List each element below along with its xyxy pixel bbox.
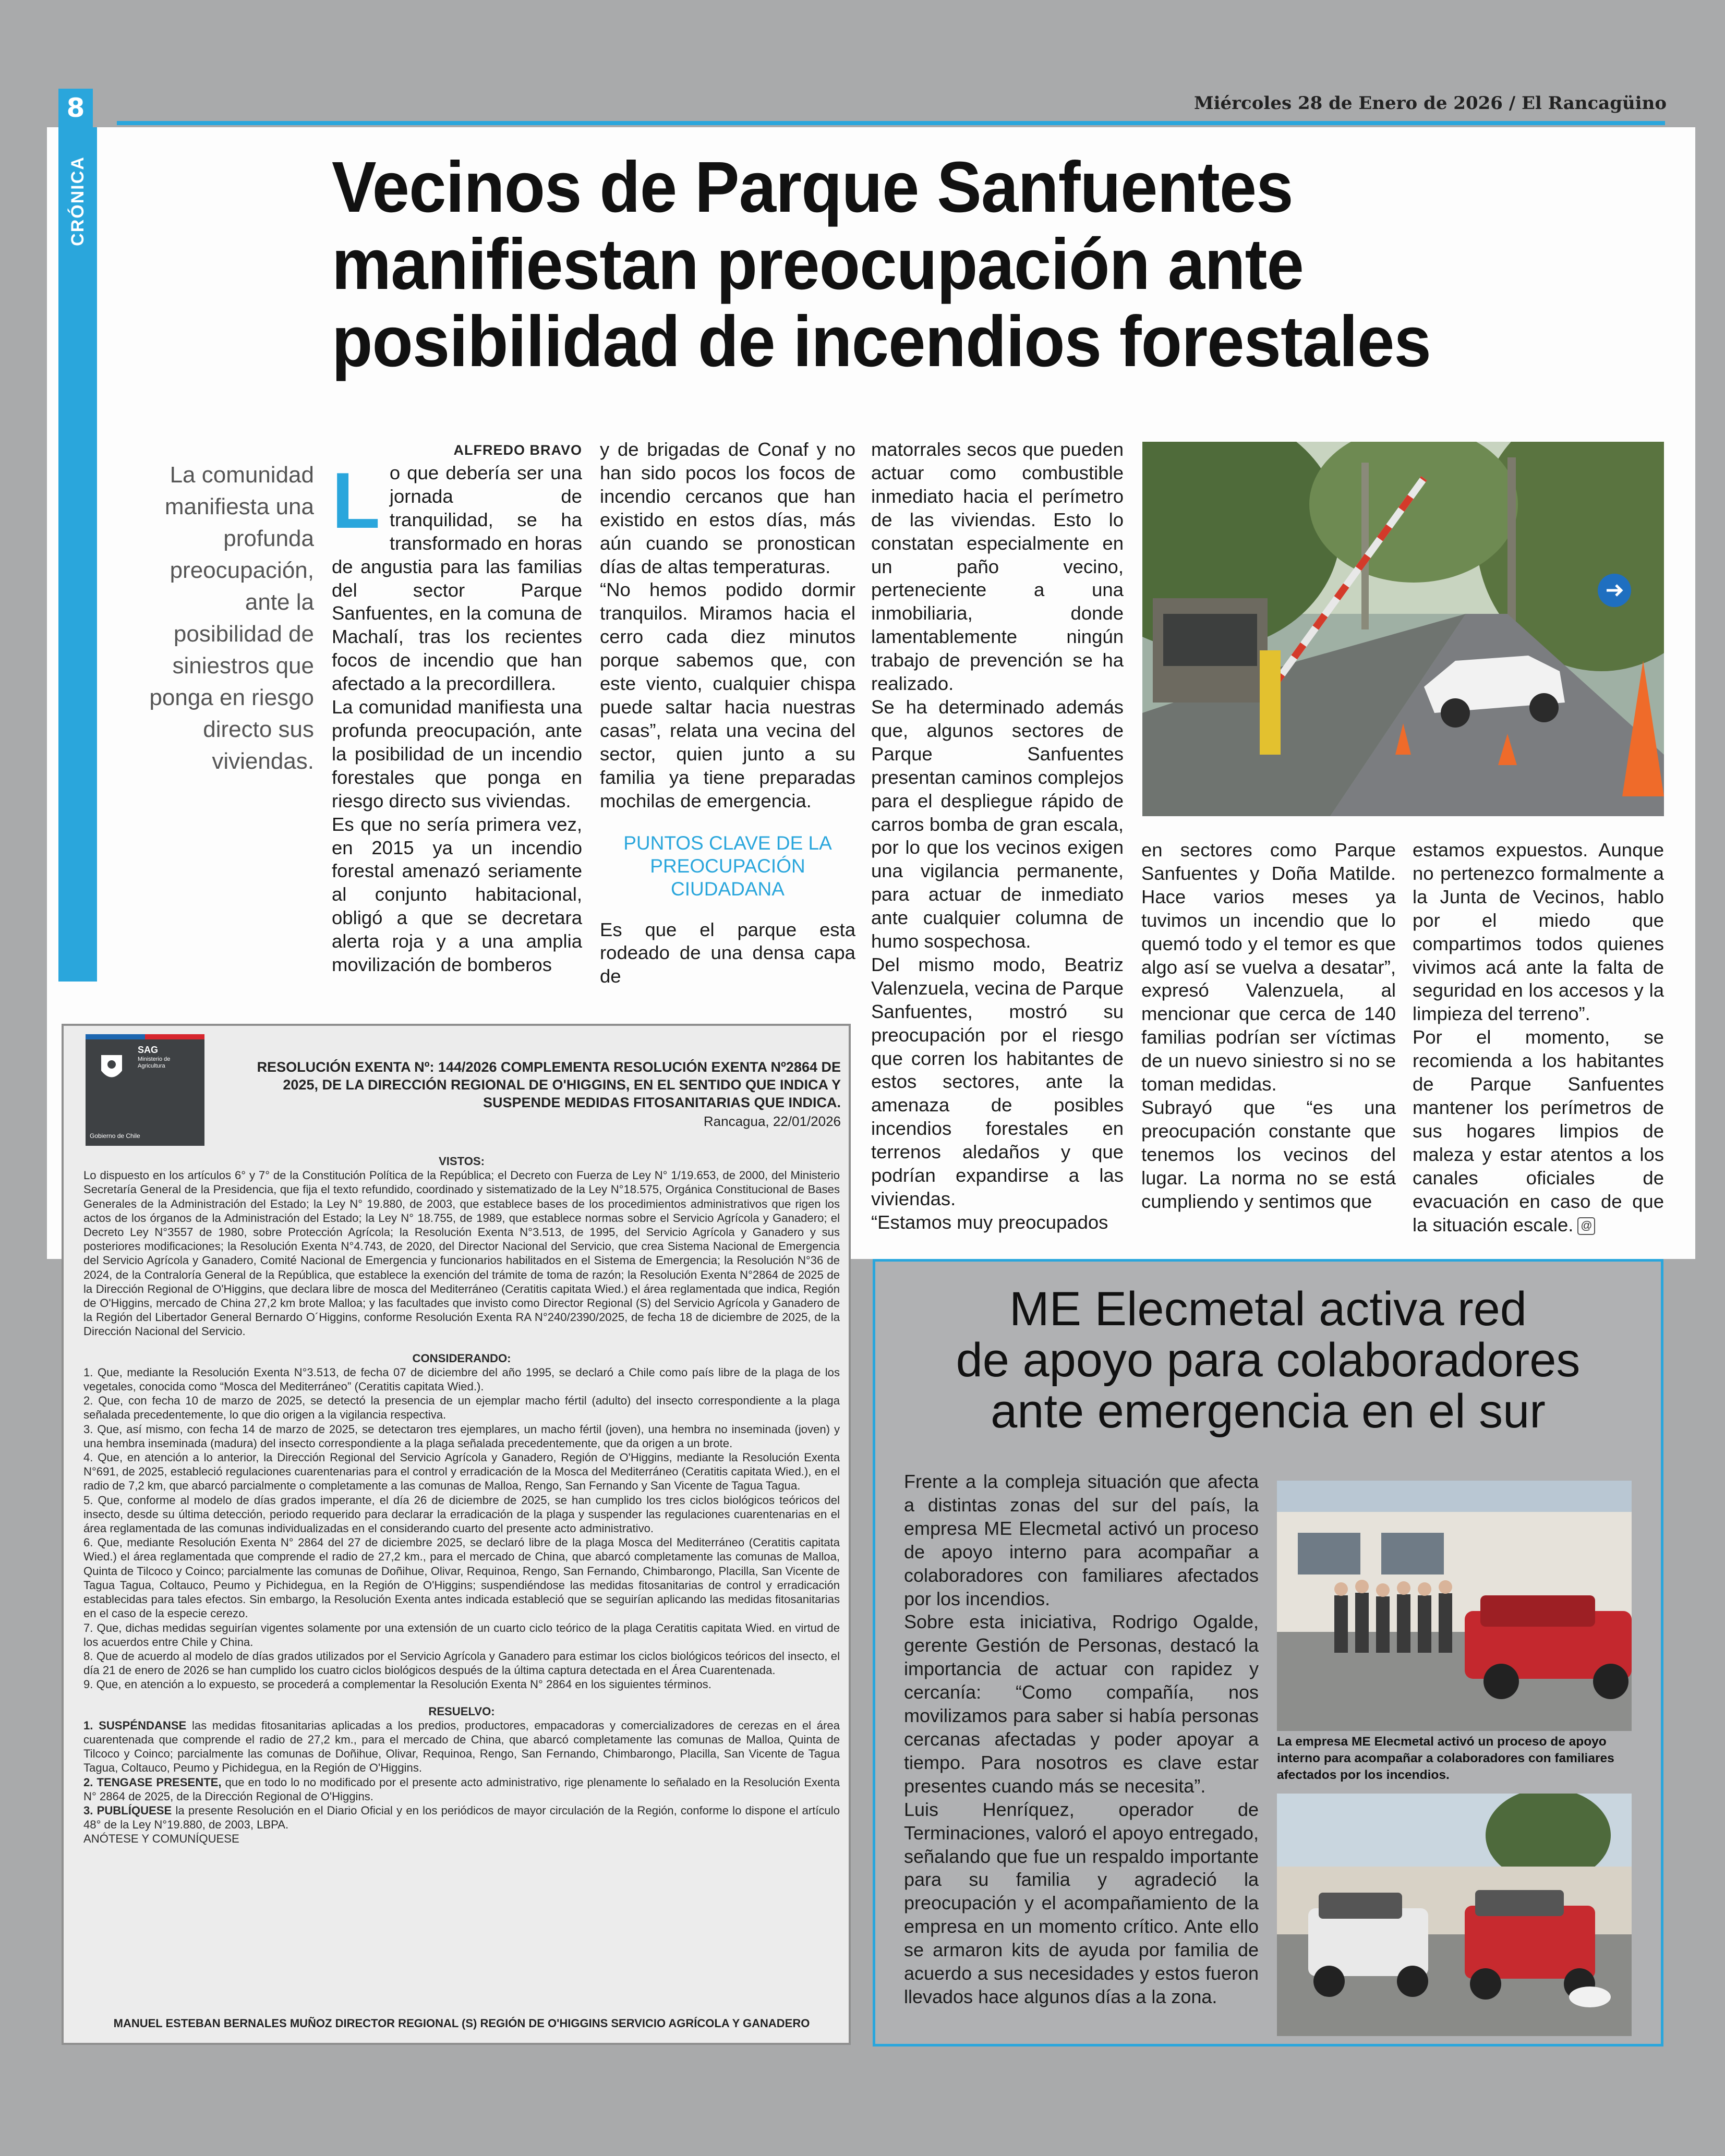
section-heading: CONSIDERANDO: bbox=[412, 1351, 511, 1365]
closing-line: ANÓTESE Y COMUNÍQUESE bbox=[83, 1832, 239, 1846]
paragraph: Frente a la compleja situación que afecta a distintas zonas del sur del país, la empresa ME Elecmetal activó un proceso de apoyo interno para acompañar a colaboradores con familiares afectados por los incendios. bbox=[904, 1471, 1259, 1609]
paragraph: estamos expuestos. Aunque no pertenezco formalmente a la Junta de Vecinos, hablo por el miedo que compartimos todos quienes vivimos acá ante la falta de seguridad en los accesos y la limpieza del terreno”. bbox=[1413, 839, 1664, 1025]
resolution-body bbox=[83, 1151, 840, 1846]
road-photo-illustration bbox=[1142, 442, 1664, 816]
trucks-photo-illustration bbox=[1277, 1794, 1632, 2036]
byline: ALFREDO BRAVO bbox=[453, 442, 582, 458]
paragraph: en sectores como Parque Sanfuentes y Doña Matilde. Hace varios meses ya tuvimos un incendio que lo quemó todo y el temor es que algo así se vuelva a desatar”, expresó Valenzuela, al mencionar que cerca de 140 familias podrían ser víctimas de un nuevo siniestro si no se toman medidas. bbox=[1141, 839, 1396, 1095]
section-heading: RESUELVO: bbox=[428, 1704, 495, 1718]
headline-line-2: manifiestan preocupación ante bbox=[332, 224, 1304, 305]
subheading: PUNTOS CLAVE DE LA PREOCUPACIÓN CIUDADANA bbox=[623, 832, 832, 900]
resolution-paragraph: 9. Que, en atención a lo expuesto, se procederá a complementar la Resolución Exenta N° 2864 en los siguientes términos. bbox=[83, 1678, 711, 1691]
elecmetal-headline-line-2: de apoyo para colaboradores bbox=[956, 1334, 1581, 1387]
resolution-label: 3. PUBLÍQUESE bbox=[83, 1803, 172, 1817]
drop-cap: L bbox=[332, 456, 380, 545]
elecmetal-headline-line-3: ante emergencia en el sur bbox=[991, 1385, 1546, 1438]
paragraph: Del mismo modo, Beatriz Valenzuela, vecina de Parque Sanfuentes, mostró su preocupación por el riesgo que corren los habitantes de estos sectores, ante la amenaza de posibles incendios forestales en terrenos aledaños y que podrían expandirse a las viviendas. bbox=[871, 953, 1124, 1209]
headline-line-1: Vecinos de Parque Sanfuentes bbox=[332, 147, 1293, 227]
article-column-3 bbox=[871, 438, 1124, 1234]
section-heading: VISTOS: bbox=[439, 1155, 485, 1168]
article-photo-road bbox=[1142, 442, 1664, 816]
elecmetal-photo-trucks bbox=[1277, 1794, 1632, 2036]
header-rule bbox=[117, 121, 1665, 125]
resolution-paragraph: 2. Que, con fecha 10 de marzo de 2025, se detectó la presencia de un ejemplar macho fértil (adulto) del insecto correspondiente a la plaga señalada precedentemente, lo que dio origen a la vigilancia respectiva. bbox=[83, 1394, 840, 1422]
elecmetal-photo-group bbox=[1277, 1481, 1632, 1731]
resolution-paragraph: 6. Que, mediante Resolución Exenta N° 2864 del 27 de diciembre 2025, se declaró libre de la plaga Mosca del Mediterráneo (Ceratitis capitata Wied.) el área reglamentada que comprende el radio de 27,2 km., para el mercado de China, que abarcó completamente las comunas de Malloa, Quinta de Tilcoco y Coinco; parcialmente las comunas de Doñihue, Olivar, Requinoa, Rengo, San Fernando, Chimbarongo, Placilla, San Vicente de Tagua Tagua, Coltauco, Peumo y Pichidegua, en la Región de O'Higgins; suspendiéndose las medidas fitosanitarias de control y erradicación establecidas para tales efectos. Sin embargo, la Resolución Exenta antes indicada estableció que se seguirían aplicando las medidas fitosanitarias en el caso de la especie cerezo. bbox=[83, 1536, 840, 1620]
section-label-text: CRÓNICA bbox=[67, 155, 88, 246]
coat-of-arms-icon bbox=[91, 1050, 132, 1086]
paragraph: o que debería ser una jornada de tranquilidad, se ha transformado en horas de angustia para las familias del sector Parque Sanfuentes, en la comuna de Machalí, tras los recientes focos de incendio que han afectado a la precordillera. bbox=[332, 462, 582, 695]
paragraph: Se ha determinado además que, algunos sectores de Parque Sanfuentes presentan caminos complejos para el despliegue rápido de carros bomba de gran escala, por lo que los vecinos exigen una vigilancia permanente, para actuar de inmediato ante cualquier columna de humo sospechosa. bbox=[871, 696, 1124, 952]
article-column-5 bbox=[1413, 839, 1664, 1237]
resolution-paragraph: 4. Que, en atención a lo anterior, la Dirección Regional del Servicio Agrícola y Ganadero, Región de O'Higgins, mediante la Resolución Exenta N°691, de 2025, estableció regulaciones cuarentenarias para el control y erradicación de la Mosca del Mediterráneo (Ceratitis capitata Wied.), en el radio de 7,2 km, que abarcó parcialmente o completamente a las comunas de Malloa, Rengo, San Fernando y San Vicente de Tagua Tagua. bbox=[83, 1451, 840, 1493]
article-column-1 bbox=[332, 442, 582, 977]
resolution-paragraph: la presente Resolución en el Diario Oficial y en los periódicos de mayor circulación de la Región, conforme lo dispone el artículo 48° de la Ley N°19.880, de 2003, LBPA. bbox=[83, 1803, 840, 1832]
resolution-paragraph: 8. Que de acuerdo al modelo de días grados utilizados por el Servicio Agrícola y Ganadero para estimar los ciclos biológicos teóricos del insecto, el día 21 de enero de 2026 se han cumplido los cuatro ciclos biológicos después de la última captura detectada en el Área Cuarentenada. bbox=[83, 1649, 840, 1677]
paragraph: y de brigadas de Conaf y no han sido pocos los focos de incendio cercanos que han existido en estos días, más aún cuando se pronostican días de altas temperaturas. bbox=[600, 439, 855, 577]
section-label bbox=[58, 156, 97, 245]
sag-logo-title: SAG bbox=[138, 1045, 159, 1055]
resolution-label: 1. SUSPÉNDANSE bbox=[83, 1718, 187, 1732]
article-column-4 bbox=[1141, 839, 1396, 1214]
resolution-paragraph: las medidas fitosanitarias aplicadas a los predios, productores, empacadoras y comercializadores de cerezas en el área cuarentenada que comprende el radio de 27,2 km., para el mercado de China, que abarcó completamente las comunas de Malloa, Quinta de Tilcoco y Coinco; parcialmente las comunas de Doñihue, Olivar, Requinoa, Rengo, San Fernando, Chimbarongo, Placilla, San Vicente de Tagua Tagua, Coltauco, Peumo y Pichidegua, en la Región de O'Higgins. bbox=[83, 1718, 840, 1775]
photo-caption: La empresa ME Elecmetal activó un proceso de apoyo interno para acompañar a colaboradores con familiares afectados por los incendios. bbox=[1277, 1735, 1614, 1782]
resolution-paragraph: 7. Que, dichas medidas seguirían vigentes solamente por una extensión de un cuarto ciclo teórico de la plaga Ceratitis capitata Wied. en virtud de los acuerdos entre Chile y China. bbox=[83, 1621, 840, 1649]
sag-logo bbox=[86, 1034, 204, 1146]
article-lead: La comunidad manifiesta una profunda preocupación, ante la posibilidad de siniestros que ponga en riesgo directo sus viviendas. bbox=[149, 462, 314, 774]
page-number: 8 bbox=[58, 89, 93, 127]
paragraph: “Estamos muy preocupados bbox=[871, 1211, 1108, 1233]
elecmetal-headline-line-1: ME Elecmetal activa red bbox=[1009, 1282, 1527, 1336]
group-photo-illustration bbox=[1277, 1481, 1632, 1731]
elecmetal-article-box bbox=[873, 1259, 1663, 2046]
paragraph: Sobre esta iniciativa, Rodrigo Ogalde, gerente Gestión de Personas, destacó la importancia de actuar con rapidez y cercanía: “Como compañía, nos movilizamos para saber si había personas cercanas afectadas y poder apoyar a tiempo. Para nosotros es clave estar presentes cuando más se necesita”. bbox=[904, 1611, 1259, 1797]
dateline: Miércoles 28 de Enero de 2026 / El Rancagüino bbox=[1193, 93, 1667, 114]
legal-notice-box bbox=[62, 1024, 851, 2045]
end-mark-icon: @ bbox=[1577, 1217, 1595, 1235]
resolution-paragraph: Lo dispuesto en los artículos 6° y 7° de la Constitución Política de la República; el Decreto con Fuerza de Ley N° 1/19.653, de 2000, del Ministerio Secretaría General de la Presidencia, que fija el texto refundido, coordinado y sistematizado de la Ley N°18.575, Orgánica Constitucional de Bases Generales de la Administración del Estado; la Ley N° 19.880, de 2003, que establece bases de los procedimientos administrativos que rigen los actos de los órganos de la Administración del Estado; la Ley N° 18.755, de 1989, que establece normas sobre el Servicio Agrícola y Ganadero; el Decreto Ley N°3557 de 1980, sobre Protección Agrícola; la Resolución Exenta N°3.513, de 1995, del Servicio Agrícola y Ganadero y sus posteriores modificaciones; la Resolución Exenta N°4.743, de 2020, del Director Nacional del Servicio, que crea Sistema Nacional de Emergencia del Servicio Agrícola y Ganadero, Comité Nacional de Emergencia y funcionarios habilitados en el Sistema de Emergencia; la Resolución N°36 de 2024, de la Contraloría General de la República, que establece la exención del trámite de toma de razón; la Resolución Exenta N°2864 de 2025 de la Dirección Regional de O'Higgins, que declara libre de mosca del Mediterráneo (Ceratitis capitata Wied.) el área reglamentada que indica, Región de O'Higgins, mercado de China 27,2 km brote Malloa; y las facultades que invisto como Director Regional (S) del Servicio Agrícola y Ganadero de la Región del Libertador General Bernardo O´Higgins, conforme Resolución Exenta RA N°240/2390/2025, de fecha 18 de diciembre de 2025, de la Dirección Nacional del Servicio. bbox=[83, 1169, 840, 1338]
resolution-paragraph: 5. Que, conforme al modelo de días grados imperante, el día 26 de diciembre de 2025, se han cumplido los tres ciclos biológicos teóricos del insecto, desde su última detección, periodo requerido para declarar la erradicación de la plaga y suspender las regulaciones cuarentenarias en el área reglamentada de las comunas individualizadas en el considerando cuarto del presente acto administrativo. bbox=[83, 1493, 840, 1535]
paragraph: Luis Henríquez, operador de Terminaciones, valoró el apoyo entregado, señalando que fue un respaldo importante para su familia y agradeció la preocupación y el acompañamiento de la empresa en un momento crítico. Ante ello se armaron kits de ayuda por familia de acuerdo a sus necesidades y estos fueron llevados hace algunos días a la zona. bbox=[904, 1798, 1259, 2007]
section-sidebar bbox=[58, 127, 97, 982]
elecmetal-headline bbox=[875, 1283, 1661, 1437]
article-headline bbox=[332, 149, 1667, 380]
paragraph: Subrayó que “es una preocupación constante que tenemos los vecinos del lugar. La norma no se está cumpliendo y sentimos que bbox=[1141, 1096, 1396, 1212]
resolution-paragraph: que en todo lo no modificado por el presente acto administrativo, rige plenamente lo señalado en la Resolución Exenta N° 2864 de 2025, de la Dirección Regional de O'Higgins. bbox=[83, 1775, 840, 1803]
sag-logo-ministry: Ministerio de Agricultura bbox=[138, 1056, 171, 1069]
headline-line-3: posibilidad de incendios forestales bbox=[332, 301, 1431, 382]
resolution-paragraph: 1. Que, mediante la Resolución Exenta N°3.513, de fecha 07 de diciembre del año 1995, se declaró a Chile como país libre de la plaga de los vegetales, conocida como “Mosca del Mediterráneo” (Ceratitis capitata Wied.). bbox=[83, 1365, 840, 1394]
paragraph: matorrales secos que pueden actuar como combustible inmediato hacia el perímetro de las viviendas. Esto lo constatan especialmente en un paño vecino, perteneciente a una inmobiliaria, donde lamentablemente ningún trabajo de prevención se ha realizado. bbox=[871, 439, 1124, 695]
paragraph: Es que el parque esta rodeado de una densa capa de bbox=[600, 918, 855, 987]
resolution-signature: MANUEL ESTEBAN BERNALES MUÑOZ DIRECTOR REGIONAL (S) REGIÓN DE O'HIGGINS SERVICIO AGRÍCOLA Y GANADERO bbox=[113, 2017, 810, 2030]
paragraph: La comunidad manifiesta una profunda preocupación, ante la posibilidad de un incendio forestales que ponga en riesgo directo sus viviendas. bbox=[332, 696, 582, 811]
resolution-paragraph: 3. Que, así mismo, con fecha 14 de marzo de 2025, se detectaron tres ejemplares, un macho fértil (joven), una hembra no inseminada (joven) y una hembra inseminada (madura) del insecto correspondiente a la plaga señalada precedentemente, que da origen a un brote. bbox=[83, 1422, 840, 1450]
paragraph: Es que no sería primera vez, en 2015 ya un incendio forestal amenazó seriamente al conjunto habitacional, obligó a que se decretara alerta roja y a una amplia movilización de bomberos bbox=[332, 813, 582, 976]
sag-logo-gov: Gobierno de Chile bbox=[90, 1132, 140, 1140]
resolution-date: Rancagua, 22/01/2026 bbox=[703, 1113, 841, 1129]
resolution-title: RESOLUCIÓN EXENTA Nº: 144/2026 COMPLEMENTA RESOLUCIÓN EXENTA Nº2864 DE 2025, DE LA DIRECCIÓN REGIONAL DE O'HIGGINS, EN EL SENTIDO QUE INDICA Y SUSPENDE MEDIDAS FITOSANITARIAS QUE INDICA. bbox=[257, 1059, 841, 1110]
article-column-2 bbox=[600, 438, 855, 988]
elecmetal-body bbox=[904, 1470, 1259, 2009]
paragraph: Por el momento, se recomienda a los habitantes de Parque Sanfuentes mantener los perímetros de sus hogares limpios de maleza y estar atentos a los canales oficiales de evacuación en caso de que la situación escale. bbox=[1413, 1026, 1664, 1236]
paragraph: “No hemos podido dormir tranquilos. Miramos hacia el cerro cada diez minutos porque sabemos que, con este viento, cualquier chispa puede saltar hacia nuestras casas”, relata una vecina del sector, quien junto a su familia ya tiene preparadas mochilas de emergencia. bbox=[600, 579, 855, 811]
resolution-label: 2. TENGASE PRESENTE, bbox=[83, 1775, 222, 1789]
